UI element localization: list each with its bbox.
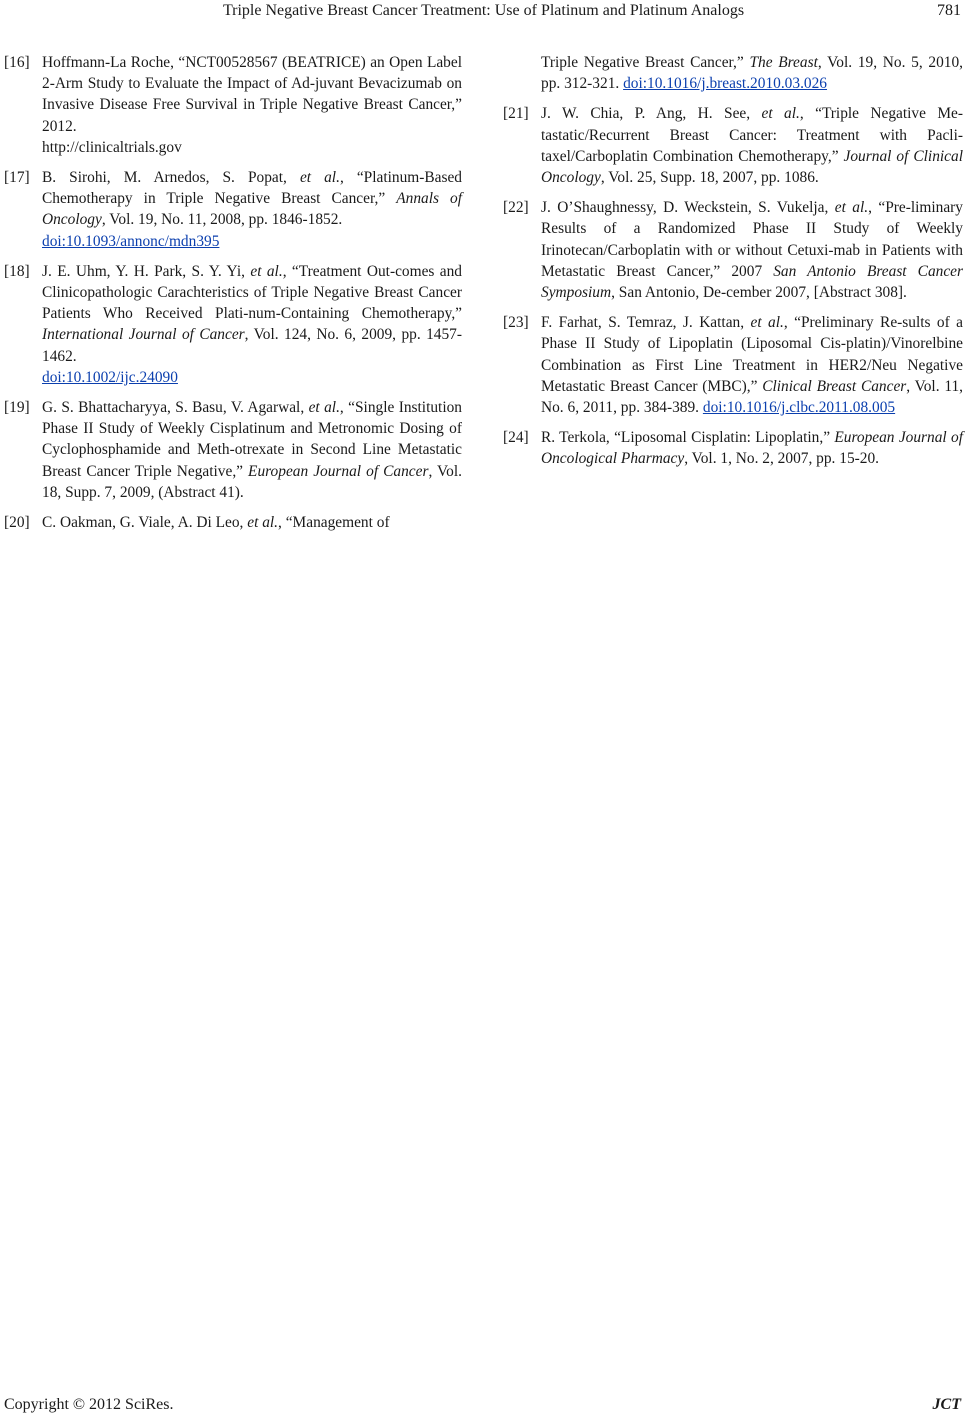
reference-number: [18]: [4, 262, 30, 280]
copyright-notice: Copyright © 2012 SciRes.: [4, 1396, 174, 1413]
reference-number: [20]: [4, 514, 30, 532]
reference-17: [4, 167, 462, 252]
reference-text: J. E. Uhm, Y. H. Park, S. Y. Yi, et al., “Treatment Out-comes and Clinicopathologic Carachteristics of Triple Negative Breast Cancer Patients Who Received Plati-num-Containing Chemotherapy,” International Journal of Cancer, Vol. 124, No. 6, 2009, pp. 1457-1462. doi:10.1002/ijc.24090: [42, 262, 463, 386]
doi-link[interactable]: doi:10.1093/annonc/mdn395: [42, 232, 220, 250]
reference-number: [19]: [4, 399, 30, 417]
references-left-column: [4, 52, 462, 542]
doi-link[interactable]: doi:10.1016/j.breast.2010.03.026: [623, 75, 828, 93]
reference-20-continuation: Triple Negative Breast Cancer,” The Breast, Vol. 19, No. 5, 2010, pp. 312-321. doi:10.1016/j.breast.2010.03.026: [541, 54, 964, 93]
reference-text: B. Sirohi, M. Arnedos, S. Popat, et al., “Platinum-Based Chemotherapy in Triple Negative Breast Cancer,” Annals of Oncology, Vol. 19, No. 11, 2008, pp. 1846-1852. doi:10.1093/annonc/mdn395: [42, 169, 462, 250]
reference-number: [21]: [503, 105, 529, 123]
reference-number: [23]: [503, 314, 529, 332]
reference-number: [22]: [503, 199, 529, 217]
reference-url: http://clinicaltrials.gov: [42, 138, 182, 156]
reference-text: J. O’Shaughnessy, D. Weckstein, S. Vukelja, et al., “Pre-liminary Results of a Randomized Phase II Study of Weekly Irinotecan/Carboplatin with or without Cetuxi-mab in Patients with Metastatic Breast Cancer,” 2007 San Antonio Breast Cancer Symposium, San Antonio, De-cember 2007, [Abstract 308].: [541, 199, 963, 302]
references-right-column: [503, 52, 963, 479]
reference-16: [4, 52, 462, 158]
reference-number: [24]: [503, 429, 529, 447]
reference-number: [16]: [4, 54, 30, 71]
reference-21: [503, 103, 963, 188]
reference-text: C. Oakman, G. Viale, A. Di Leo, et al., “Management of: [42, 514, 390, 532]
reference-23: [503, 312, 963, 418]
doi-link[interactable]: doi:10.1002/ijc.24090: [42, 368, 178, 386]
reference-text: G. S. Bhattacharyya, S. Basu, V. Agarwal, et al., “Single Institution Phase II Study of Weekly Cisplatinum and Metronomic Dosing of Cyclophosphamide and Meth-otrexate in Second Line Metastatic Breast Cancer Triple Negative,” European Journal of Cancer, Vol. 18, Supp. 7, 2009, (Abstract 41).: [42, 399, 462, 501]
reference-text: J. W. Chia, P. Ang, H. See, et al., “Triple Negative Me-tastatic/Recurrent Breast Cancer: Treatment with Pacli-taxel/Carboplatin Combination Chemotherapy,” Journal of Clinical Oncology, Vol. 25, Supp. 18, 2007, pp. 1086.: [541, 105, 964, 187]
doi-link[interactable]: doi:10.1016/j.clbc.2011.08.005: [702, 399, 896, 417]
reference-20: [4, 512, 462, 533]
reference-text: F. Farhat, S. Temraz, J. Kattan, et al., “Preliminary Re-sults of a Phase II Study of Lipoplatin (Liposomal Cis-platin)/Vinorelbine Combination as First Line Treatment in HER2/Neu Negative Metastatic Breast Cancer (MBC),” Clinical Breast Cancer, Vol. 11, No. 6, 2011, pp. 384-389. doi:10.1016/j.clbc.2011.08.005: [541, 314, 963, 417]
reference-text: R. Terkola, “Liposomal Cisplatin: Lipoplatin,” European Journal of Oncological Pharmacy, Vol. 1, No. 2, 2007, pp. 15-20.: [541, 429, 963, 468]
reference-number: [17]: [4, 169, 30, 187]
reference-18: [4, 261, 462, 388]
running-title: Triple Negative Breast Cancer Treatment: Use of Platinum and Platinum Analogs: [222, 2, 745, 19]
reference-22: [503, 197, 963, 303]
reference-24: [503, 427, 963, 469]
journal-abbreviation: JCT: [932, 1396, 961, 1413]
reference-text: Hoffmann-La Roche, “NCT00528567 (BEATRICE) an Open Label 2-Arm Study to Evaluate the Impact of Ad-juvant Bevacizumab on Invasive Disease Free Survival in Triple Negative Breast Cancer,” 2012. http://clinicaltrials.gov: [42, 54, 462, 156]
reference-19: [4, 397, 462, 503]
page-number: 781: [937, 2, 961, 19]
